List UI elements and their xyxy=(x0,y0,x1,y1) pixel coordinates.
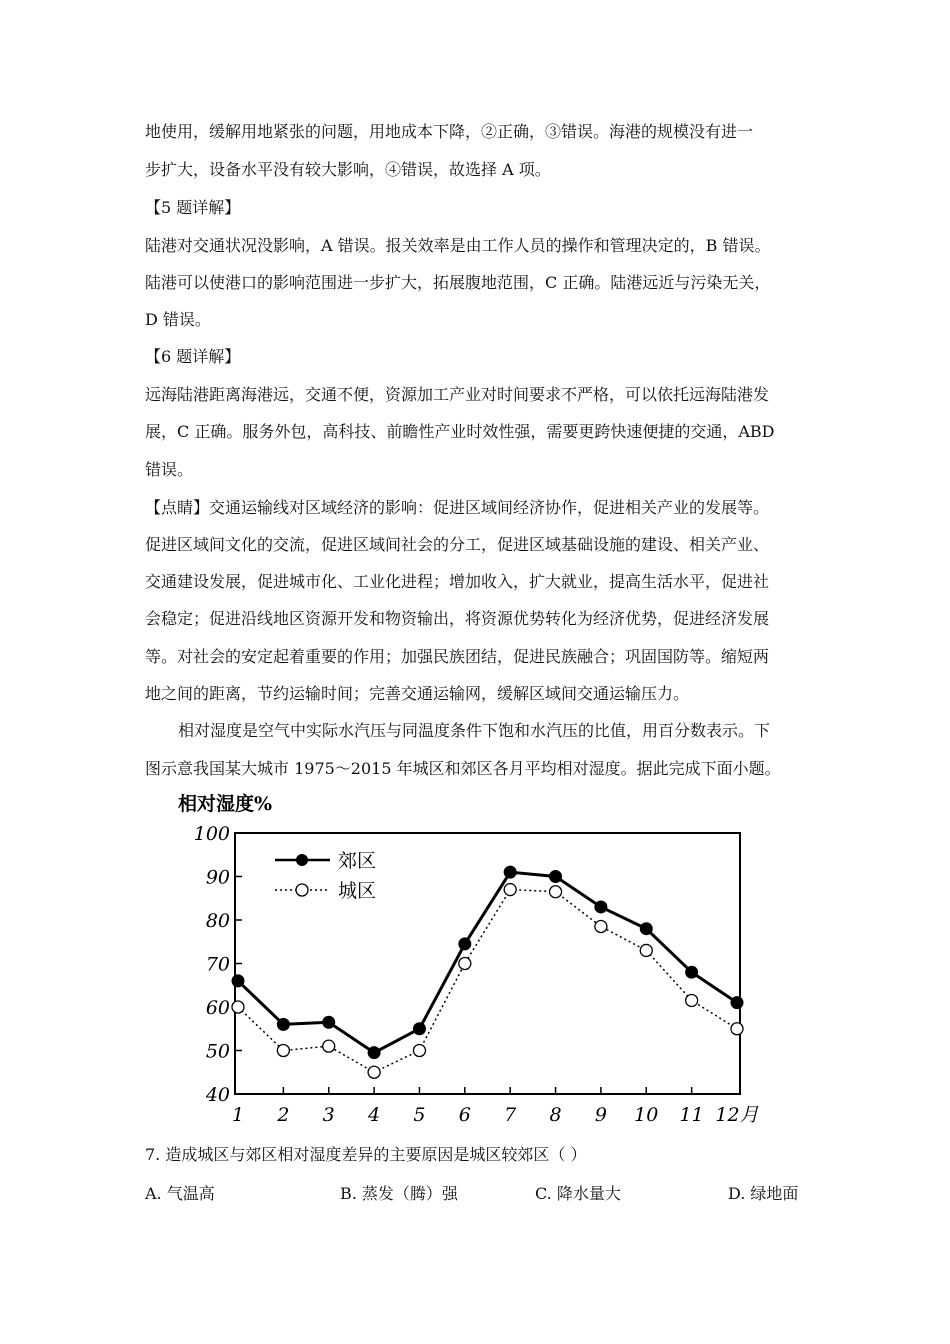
y-tick-label: 80 xyxy=(205,910,230,932)
text-line-5: 陆港可以使港口的影响范围进一步扩大，拓展腹地范围，C 正确。陆港远近与污染无关， xyxy=(145,273,771,292)
text-line-6: D 错误。 xyxy=(145,310,211,329)
text-line-16: 地之间的距离，节约运输时间；完善交通运输网，缓解区域间交通运输压力。 xyxy=(145,684,690,703)
text-line-14: 会稳定；促进沿线地区资源开发和物资输出，将资源优势转化为经济优势，促进经济发展 xyxy=(145,609,770,628)
data-point-suburb xyxy=(504,866,516,878)
x-tick-label: 2 xyxy=(277,1104,290,1126)
option-a[interactable]: A. 气温高 xyxy=(145,1184,215,1203)
y-tick-label: 70 xyxy=(205,953,230,976)
x-tick-label: 6 xyxy=(458,1104,471,1126)
data-point-suburb xyxy=(232,975,244,987)
data-point-suburb xyxy=(323,1016,335,1028)
data-point-urban xyxy=(413,1045,425,1057)
legend-suburb-label: 郊区 xyxy=(338,850,377,872)
data-point-suburb xyxy=(686,966,698,978)
option-c[interactable]: C. 降水量大 xyxy=(535,1184,621,1203)
data-point-suburb xyxy=(731,997,743,1009)
data-point-urban xyxy=(232,1001,244,1013)
text-line-2: 步扩大，设备水平没有较大影响，④错误，故选择 A 项。 xyxy=(145,160,551,179)
series-line-urban xyxy=(238,890,737,1073)
text-line-10: 错误。 xyxy=(145,460,194,479)
text-line-15: 等。对社会的安定起着重要的作用；加强民族团结，促进民族融合；巩固国防等。缩短两 xyxy=(145,647,770,666)
text-line-12: 促进区域间文化的交流，促进区域间社会的分工，促进区域基础设施的建设、相关产业、 xyxy=(145,535,770,554)
y-tick-label: 90 xyxy=(205,866,230,889)
material-line-1: 相对湿度是空气中实际水汽压与同温度条件下饱和水汽压的比值，用百分数表示。下 xyxy=(178,721,771,740)
legend-urban-label: 城区 xyxy=(338,880,377,902)
legend-urban-marker xyxy=(296,884,308,896)
data-point-suburb xyxy=(459,938,471,950)
data-point-urban xyxy=(550,886,562,898)
text-line-13: 交通建设发展，促进城市化、工业化进程；增加收入，扩大就业，提高生活水平，促进社 xyxy=(145,572,770,591)
x-tick-label: 9 xyxy=(594,1104,607,1126)
option-d[interactable]: D. 绿地面 xyxy=(728,1184,799,1203)
text-line-4: 陆港对交通状况没影响，A 错误。报关效率是由工作人员的操作和管理决定的，B 错误。 xyxy=(145,236,771,255)
data-point-suburb xyxy=(550,871,562,883)
data-point-suburb xyxy=(595,901,607,913)
data-point-urban xyxy=(504,884,516,896)
text-line-8: 远海陆港距离海港远，交通不便，资源加工产业对时间要求不严格，可以依托远海陆港发 xyxy=(145,385,770,404)
data-point-urban xyxy=(595,921,607,933)
data-point-urban xyxy=(686,994,698,1006)
humidity-line-chart xyxy=(170,788,790,1138)
data-point-urban xyxy=(277,1045,289,1057)
text-line-9: 展，C 正确。服务外包，高科技、前瞻性产业时效性强，需要更跨快速便捷的交通，ABD xyxy=(145,422,775,441)
series-points xyxy=(232,866,743,1078)
y-axis-title: 相对湿度% xyxy=(178,793,273,815)
question-7-stem: 7. 造成城区与郊区相对湿度差异的主要原因是城区较郊区（ ） xyxy=(145,1145,587,1164)
y-tick-label: 60 xyxy=(205,997,230,1019)
y-tick-label: 50 xyxy=(205,1040,230,1063)
material-line-2: 图示意我国某大城市 1975～2015 年城区和郊区各月平均相对湿度。据此完成下面小题。 xyxy=(145,759,781,778)
data-point-suburb xyxy=(413,1023,425,1035)
x-tick-label: 3 xyxy=(322,1104,335,1126)
data-point-suburb xyxy=(368,1047,380,1059)
text-line-1: 地使用，缓解用地紧张的问题，用地成本下降，②正确，③错误。海港的规模没有进一 xyxy=(145,122,754,141)
series-line-suburb xyxy=(238,872,737,1053)
x-tick-label: 12月 xyxy=(715,1104,759,1126)
data-point-urban xyxy=(459,958,471,970)
x-axis-ticks xyxy=(232,1087,760,1126)
option-b[interactable]: B. 蒸发（腾）强 xyxy=(340,1184,458,1203)
x-tick-label: 5 xyxy=(413,1104,426,1126)
data-point-urban xyxy=(323,1040,335,1052)
y-tick-label: 40 xyxy=(205,1084,230,1106)
x-tick-label: 11 xyxy=(679,1104,704,1126)
question-7-options xyxy=(145,1181,805,1203)
x-tick-label: 7 xyxy=(504,1104,517,1126)
legend xyxy=(275,850,376,902)
data-point-urban xyxy=(368,1066,380,1078)
data-point-suburb xyxy=(640,923,652,935)
data-point-suburb xyxy=(277,1018,289,1030)
x-tick-label: 8 xyxy=(549,1104,562,1126)
data-point-urban xyxy=(731,1023,743,1035)
text-line-11: 【点睛】交通运输线对区域经济的影响：促进区域间经济协作，促进相关产业的发展等。 xyxy=(145,498,770,517)
section-heading-6: 【6 题详解】 xyxy=(145,347,241,366)
x-tick-label: 10 xyxy=(634,1104,659,1126)
legend-suburb-marker xyxy=(296,854,308,866)
plot-frame xyxy=(235,833,740,1094)
data-point-urban xyxy=(640,944,652,956)
y-tick-label: 100 xyxy=(193,823,230,845)
section-heading-5: 【5 题详解】 xyxy=(145,198,241,217)
series-lines xyxy=(238,872,737,1072)
x-tick-label: 1 xyxy=(231,1104,245,1126)
x-tick-label: 4 xyxy=(368,1104,381,1126)
